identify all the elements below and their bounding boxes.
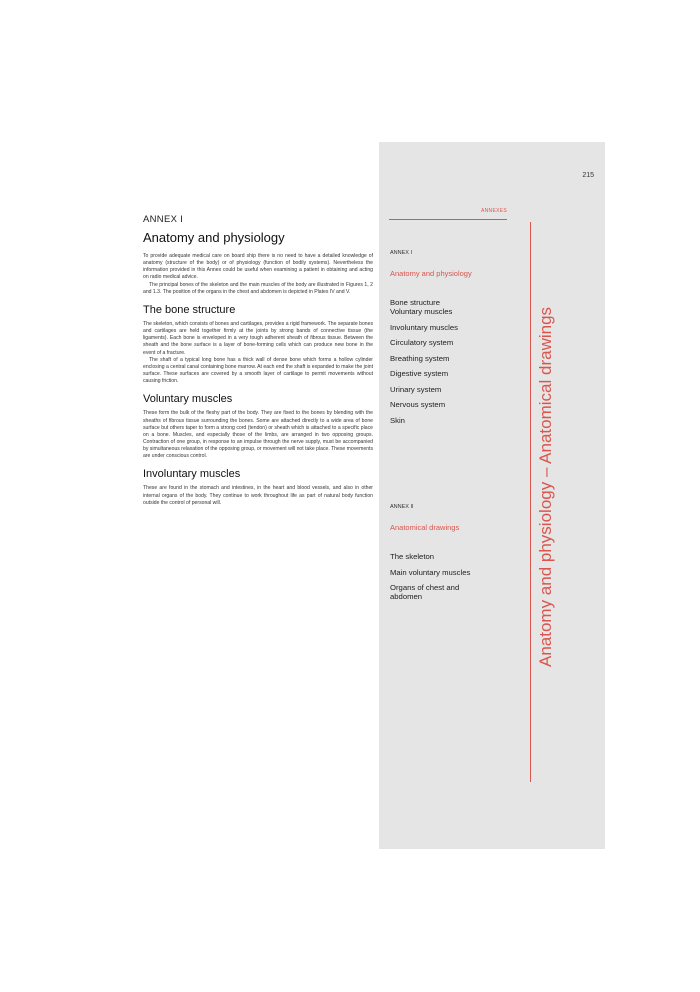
toc-item: Involuntary muscles	[390, 322, 458, 332]
intro-paragraph: To provide adequate medical care on board ship there is no need to have a detailed knowledge of anatomy (structure of the body) or of physiology (function of bodily systems). Nevertheless the information provided in this Annex could be useful when examining a patient in obtaining and acting on radio medical advice.	[143, 253, 373, 281]
section-heading-involuntary-muscles: Involuntary muscles	[143, 468, 241, 481]
toc-item: Urinary system	[390, 384, 442, 394]
sidebar-contents	[379, 142, 605, 849]
vertical-running-title	[536, 227, 556, 667]
toc-item: Digestive system	[390, 369, 449, 378]
vertical-divider	[530, 222, 531, 782]
annex-2-label: ANNEX II	[390, 504, 414, 510]
toc-item: Circulatory system	[390, 338, 454, 347]
toc-item: Main voluntary muscles	[390, 567, 471, 577]
toc-item: The skeleton	[390, 552, 435, 561]
page-title: Anatomy and physiology	[143, 230, 285, 245]
body-paragraph: The shaft of a typical long bone has a thick wall of dense bone which forms a hollow cylinder enclosing a central canal containing bone marrow. At each end the shaft is expanded to make the joint surface. These surfaces are covered by a smooth layer of cartilage to permit movements without causing friction.	[143, 356, 373, 385]
toc-item: Bone structure	[390, 298, 440, 307]
toc-item: Voluntary muscles	[390, 307, 453, 316]
main-column	[143, 214, 373, 507]
body-paragraph: The skeleton, which consists of bones and cartilages, provides a rigid framework. The separate bones and cartilages are held together firmly at the joints by strong bands of connective tissue (the ligaments). Each bone is enveloped in a very tough adherent sheath of fibrous tissue. Between the sheath and the bone surface is a layer of bone-forming cells which can produce new bone in the event of a fracture.	[143, 320, 373, 356]
toc-item: Breathing system	[390, 353, 450, 363]
intro-paragraph: The principal bones of the skeleton and the main muscles of the body are illustrated in Figures 1, 2 and 1.3. The position of the organs in the chest and abdomen is depicted in Plates IV and V.	[143, 281, 373, 295]
vertical-title-text: Anatomy and physiology – Anatomical drawings	[536, 306, 555, 667]
body-paragraph: These form the bulk of the fleshy part of the body. They are fixed to the bones by blending with the sheaths of fibrous tissue surrounding the bones. Some are attached directly to a wide area of bone surface but others taper to form a strong cord (tendon) or sheath which is attached to a specific place on a bone. Muscles, and especially those of the limbs, are arranged in two opposing groups. Contraction of one group, in response to an impulse through the nerve supply, must be accompanied by simultaneous relaxation of the opposing group, or movement will not take place. These movements are under conscious control.	[143, 410, 373, 460]
toc-item: Skin	[390, 415, 405, 425]
page-number: 215	[582, 172, 594, 179]
annex-1-title: Anatomy and physiology	[390, 269, 472, 278]
contents-divider	[389, 219, 507, 220]
body-paragraph: These are found in the stomach and intestines, in the heart and blood vessels, and also in other internal organs of the body. They continue to work throughout life as part of natural body function outside the control of personal will.	[143, 485, 373, 506]
toc-item: Nervous system	[390, 400, 446, 409]
annex-2-contents	[390, 504, 510, 607]
section-heading-voluntary-muscles: Voluntary muscles	[143, 393, 233, 406]
contents-label: ANNEXES	[481, 208, 507, 214]
annex-2-title: Anatomical drawings	[390, 523, 460, 532]
annex-1-label: ANNEX I	[390, 250, 413, 256]
annex-1-contents	[390, 250, 510, 431]
section-heading-bone-structure: The bone structure	[143, 303, 236, 316]
toc-item: Organs of chest and abdomen	[390, 583, 460, 601]
annex-label: ANNEX I	[143, 214, 184, 225]
